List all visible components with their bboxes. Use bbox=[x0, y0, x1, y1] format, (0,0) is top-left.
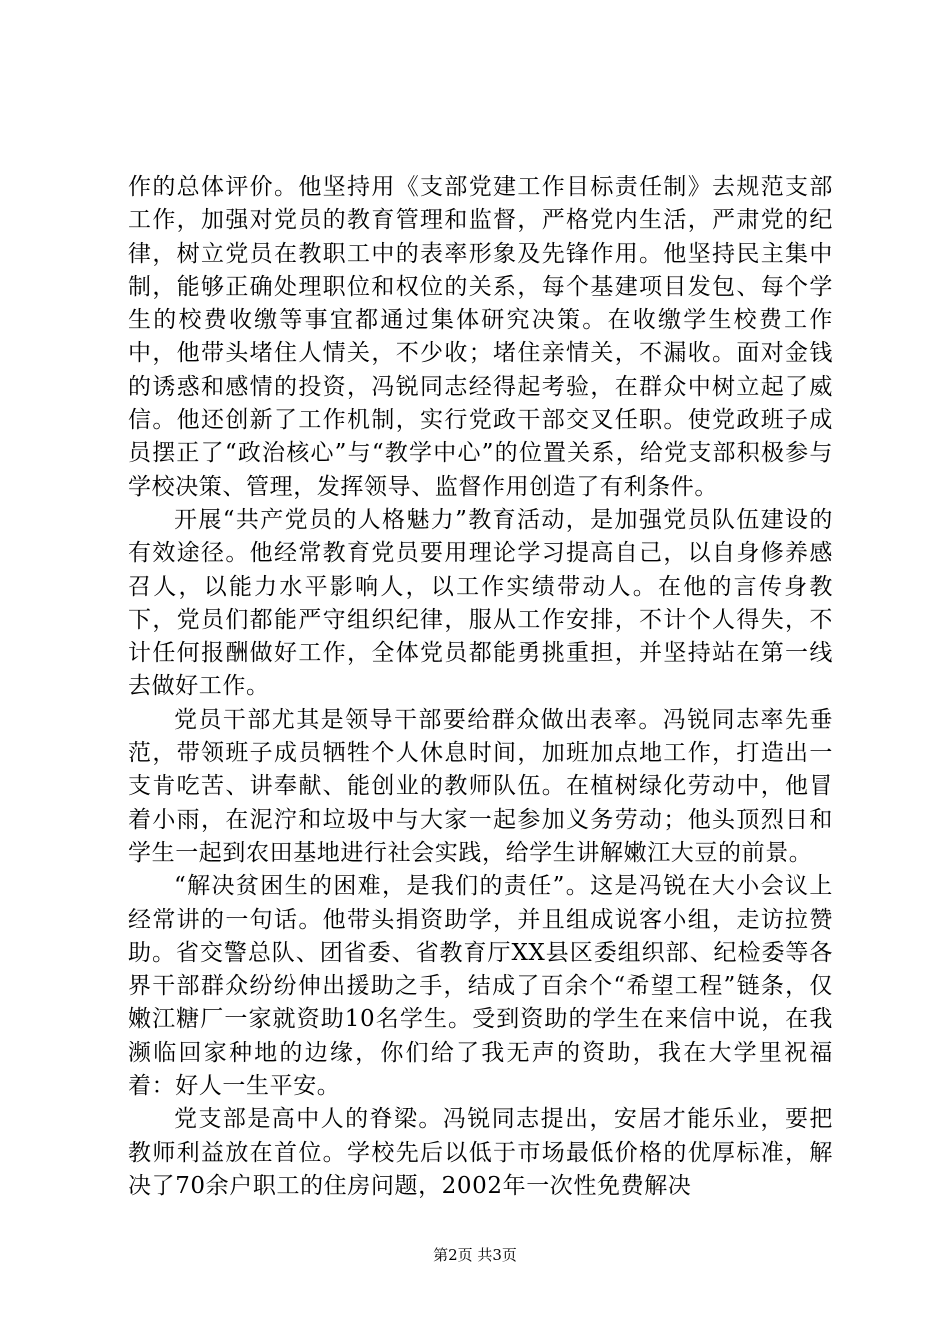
paragraph-4: “解决贫困生的困难，是我们的责任”。这是冯锐在大小会议上经常讲的一句话。他带头捐资助学，并且组成说客小组，走访拉赞助。省交警总队、团省委、省教育厅XX县区委组织部、纪检委等各界干部群众纷纷伸出援助之手，结成了百余个“希望工程”链条，仅嫩江糖厂一家就资助10名学生。受到资助的学生在来信中说，在我濒临回家种地的边缘，你们给了我无声的资助，我在大学里祝福着：好人一生平安。 bbox=[128, 873, 833, 1100]
page-number-label: 第2页 共3页 bbox=[433, 1246, 517, 1264]
paragraph-2: 开展“共产党员的人格魅力”教育活动，是加强党员队伍建设的有效途径。他经常教育党员要用理论学习提高自己，以自身修养感召人，以能力水平影响人，以工作实绩带动人。在他的言传身教下，党员们都能严守组织纪律，服从工作安排，不计个人得失，不计任何报酬做好工作，全体党员都能勇挑重担，并坚持站在第一线去做好工作。 bbox=[128, 506, 833, 700]
page-footer bbox=[0, 1244, 950, 1265]
paragraph-5: 党支部是高中人的脊梁。冯锐同志提出，安居才能乐业，要把教师利益放在首位。学校先后以低于市场最低价格的优厚标准，解决了70余户职工的住房问题，2002年一次性免费解决 bbox=[128, 1106, 833, 1199]
paragraph-3: 党员干部尤其是领导干部要给群众做出表率。冯锐同志率先垂范，带领班子成员牺牲个人休息时间，加班加点地工作，打造出一支肯吃苦、讲奉献、能创业的教师队伍。在植树绿化劳动中，他冒着小雨，在泥泞和垃圾中与大家一起参加义务劳动；他头顶烈日和学生一起到农田基地进行社会实践，给学生讲解嫩江大豆的前景。 bbox=[128, 706, 833, 866]
document-body bbox=[128, 171, 833, 1203]
paragraph-1: 作的总体评价。他坚持用《支部党建工作目标责任制》去规范支部工作，加强对党员的教育管理和监督，严格党内生活，严肃党的纪律，树立党员在教职工中的表率形象及先锋作用。他坚持民主集中制，能够正确处理职位和权位的关系，每个基建项目发包、每个学生的校费收缴等事宜都通过集体研究决策。在收缴学生校费工作中，他带头堵住人情关，不少收；堵住亲情关，不漏收。面对金钱的诱惑和感情的投资，冯锐同志经得起考验，在群众中树立起了威信。他还创新了工作机制，实行党政干部交叉任职。使党政班子成员摆正了“政治核心”与“教学中心”的位置关系，给党支部积极参与学校决策、管理，发挥领导、监督作用创造了有利条件。 bbox=[128, 174, 833, 500]
